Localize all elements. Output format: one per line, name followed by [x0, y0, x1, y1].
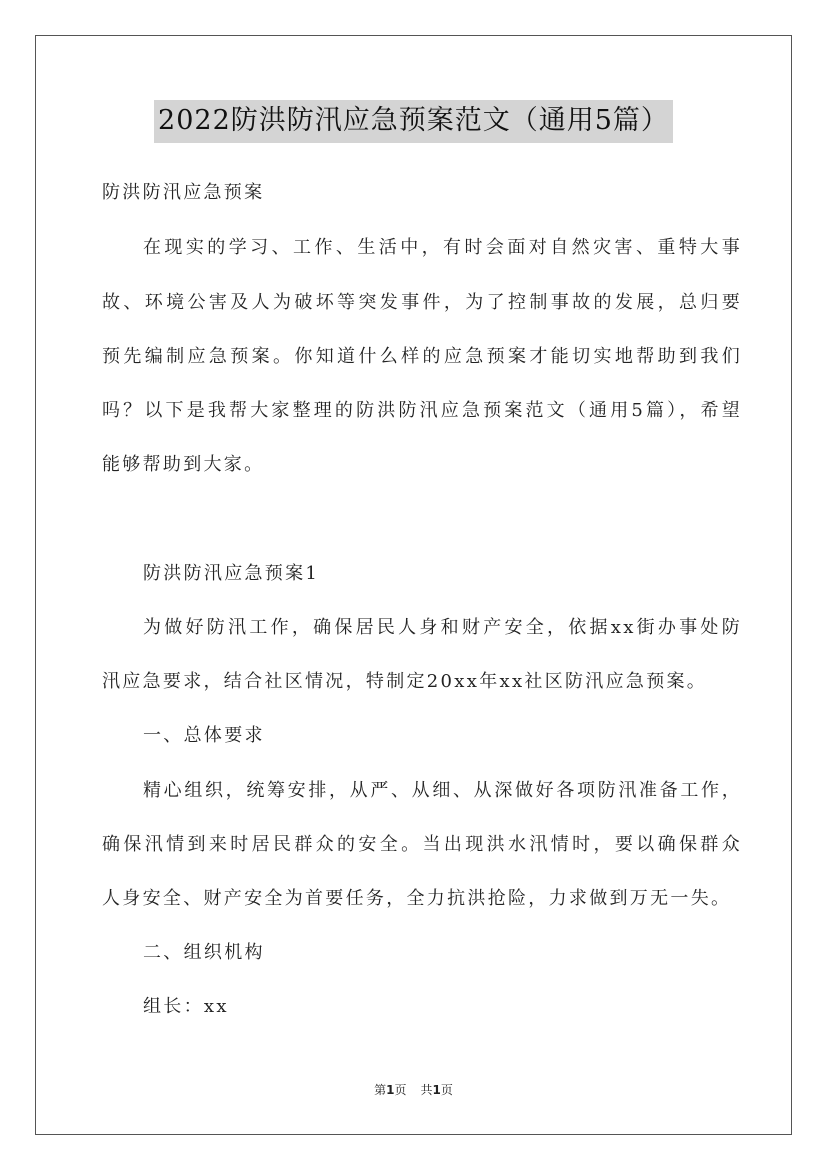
footer-page-prefix: 第: [374, 1083, 387, 1097]
intro-line: 在现实的学习、工作、生活中，有时会面对自然灾害、重特大事: [143, 237, 742, 258]
intro-line: 故、环境公害及人为破坏等突发事件，为了控制事故的发展，总归要: [102, 292, 742, 313]
footer-total-prefix: 共: [420, 1083, 433, 1097]
paragraph-line: 汛应急要求，结合社区情况，特制定20xx年xx社区防汛应急预案。: [102, 671, 708, 692]
intro-line: 吗？以下是我帮大家整理的防洪防汛应急预案范文（通用5篇），希望: [102, 400, 742, 421]
title-container: [0, 100, 827, 143]
footer-page-suffix: 页: [394, 1083, 407, 1097]
section-heading: 防洪防汛应急预案1: [143, 563, 320, 584]
document-title: 2022防洪防汛应急预案范文（通用5篇）: [154, 100, 673, 143]
intro-line: 预先编制应急预案。你知道什么样的应急预案才能切实地帮助到我们: [102, 346, 742, 367]
subheading-organization: 二、组织机构: [143, 942, 265, 963]
paragraph-line: 精心组织，统筹安排，从严、从细、从深做好各项防汛准备工作，: [143, 780, 742, 801]
footer-page-number: 1: [386, 1083, 395, 1097]
paragraph-line: 人身安全、财产安全为首要任务，全力抗洪抢险，力求做到万无一失。: [102, 888, 732, 909]
footer-total-number: 1: [432, 1083, 441, 1097]
intro-line: 能够帮助到大家。: [102, 454, 265, 475]
page-footer: [0, 1082, 827, 1098]
leader-line: 组长：xx: [143, 996, 229, 1017]
paragraph-line: 确保汛情到来时居民群众的安全。当出现洪水汛情时，要以确保群众: [102, 834, 742, 855]
footer-total-suffix: 页: [440, 1083, 453, 1097]
paragraph-line: 为做好防汛工作，确保居民人身和财产安全，依据xx街办事处防: [143, 617, 742, 638]
document-subtitle: 防洪防汛应急预案: [102, 182, 265, 203]
subheading-general: 一、总体要求: [143, 725, 265, 746]
